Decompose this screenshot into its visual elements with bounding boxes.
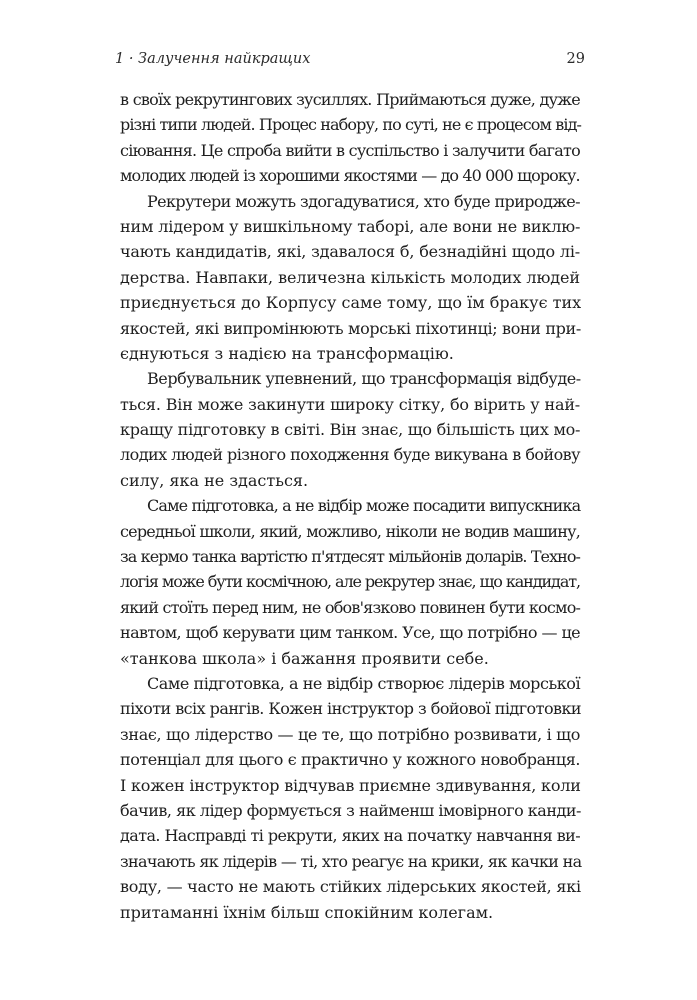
text-line: «танкова школа» і бажання проявити себе.	[120, 648, 489, 668]
text-line: сіювання. Це спроба вийти в суспільство і залучити багато	[120, 140, 580, 160]
text-line: І кожен інструктор відчував приємне здивування, коли	[120, 775, 581, 795]
text-line: якостей, які випромінюють морські піхотинці; вони при-	[120, 318, 581, 338]
paragraph	[120, 493, 580, 671]
text-line: знає, що лідерство — це те, що потрібно розвивати, і що	[120, 724, 580, 744]
text-line: чають кандидатів, які, здавалося б, безнадійні щодо лі-	[120, 242, 580, 262]
text-line: силу, яка не здасться.	[120, 470, 309, 490]
text-line: дата. Насправді ті рекрути, яких на початку навчання ви-	[120, 826, 580, 846]
text-line: за кермо танка вартістю п'ятдесят мільйонів доларів. Техно-	[120, 547, 580, 567]
paragraph	[120, 189, 580, 367]
text-line: навтом, щоб керувати цим танком. Усе, що потрібно — це	[120, 623, 580, 643]
text-line: в своїх рекрутингових зусиллях. Приймаються дуже, дуже	[120, 90, 580, 109]
text-line: Саме підготовка, а не відбір може посадити випускника	[147, 496, 581, 516]
text-line: дерства. Навпаки, величезна кількість молодих людей	[120, 267, 580, 287]
text-line: приєднується до Корпусу саме тому, що їм бракує тих	[120, 293, 582, 313]
text-line: потенціал для цього є практично у кожного новобранця.	[120, 750, 580, 770]
text-line: бачив, як лідер формується з найменш імовірного канди-	[120, 800, 581, 820]
text-line: молодих людей із хорошими якостями — до 40 000 щороку.	[120, 166, 580, 186]
paragraph	[120, 366, 580, 493]
body-text	[120, 87, 580, 925]
page-number: 29	[566, 51, 585, 67]
text-line: Рекрутери можуть здогадуватися, хто буде природже-	[147, 191, 580, 211]
text-line: Саме підготовка, а не відбір створює лідерів морської	[147, 673, 581, 693]
text-line: Вербувальник упевнений, що трансформація відбуде-	[147, 369, 581, 389]
text-line: кращу підготовку в світі. Він знає, що більшість цих мо-	[120, 420, 581, 440]
text-line: який стоїть перед ним, не обов'язково повинен бути космо-	[120, 597, 581, 617]
running-head: 1 · Залучення найкращих	[115, 51, 311, 67]
text-line: воду, — часто не мають стійких лідерських якостей, які	[120, 877, 581, 897]
text-line: ним лідером у вишкільному таборі, але вони не виклю-	[120, 216, 581, 236]
paragraph	[120, 671, 580, 925]
text-line: логія може бути космічною, але рекрутер знає, що кандидат,	[120, 572, 580, 592]
text-line: лодих людей різного походження буде викувана в бойову	[120, 445, 580, 465]
text-line: притаманні їхнім більш спокійним колегам.	[120, 902, 494, 922]
text-line: значають як лідерів — ті, хто реагує на крики, як качки на	[120, 851, 582, 871]
text-line: єднуються з надією на трансформацію.	[120, 343, 454, 363]
paragraph	[120, 87, 580, 189]
text-line: піхоти всіх рангів. Кожен інструктор з бойової підготовки	[120, 699, 582, 719]
text-line: середньої школи, який, можливо, ніколи не водив машину,	[120, 521, 580, 541]
text-line: ться. Він може закинути широку сітку, бо вірить у най-	[120, 394, 580, 414]
text-line: різні типи людей. Процес набору, по суті, не є процесом від-	[120, 115, 582, 135]
